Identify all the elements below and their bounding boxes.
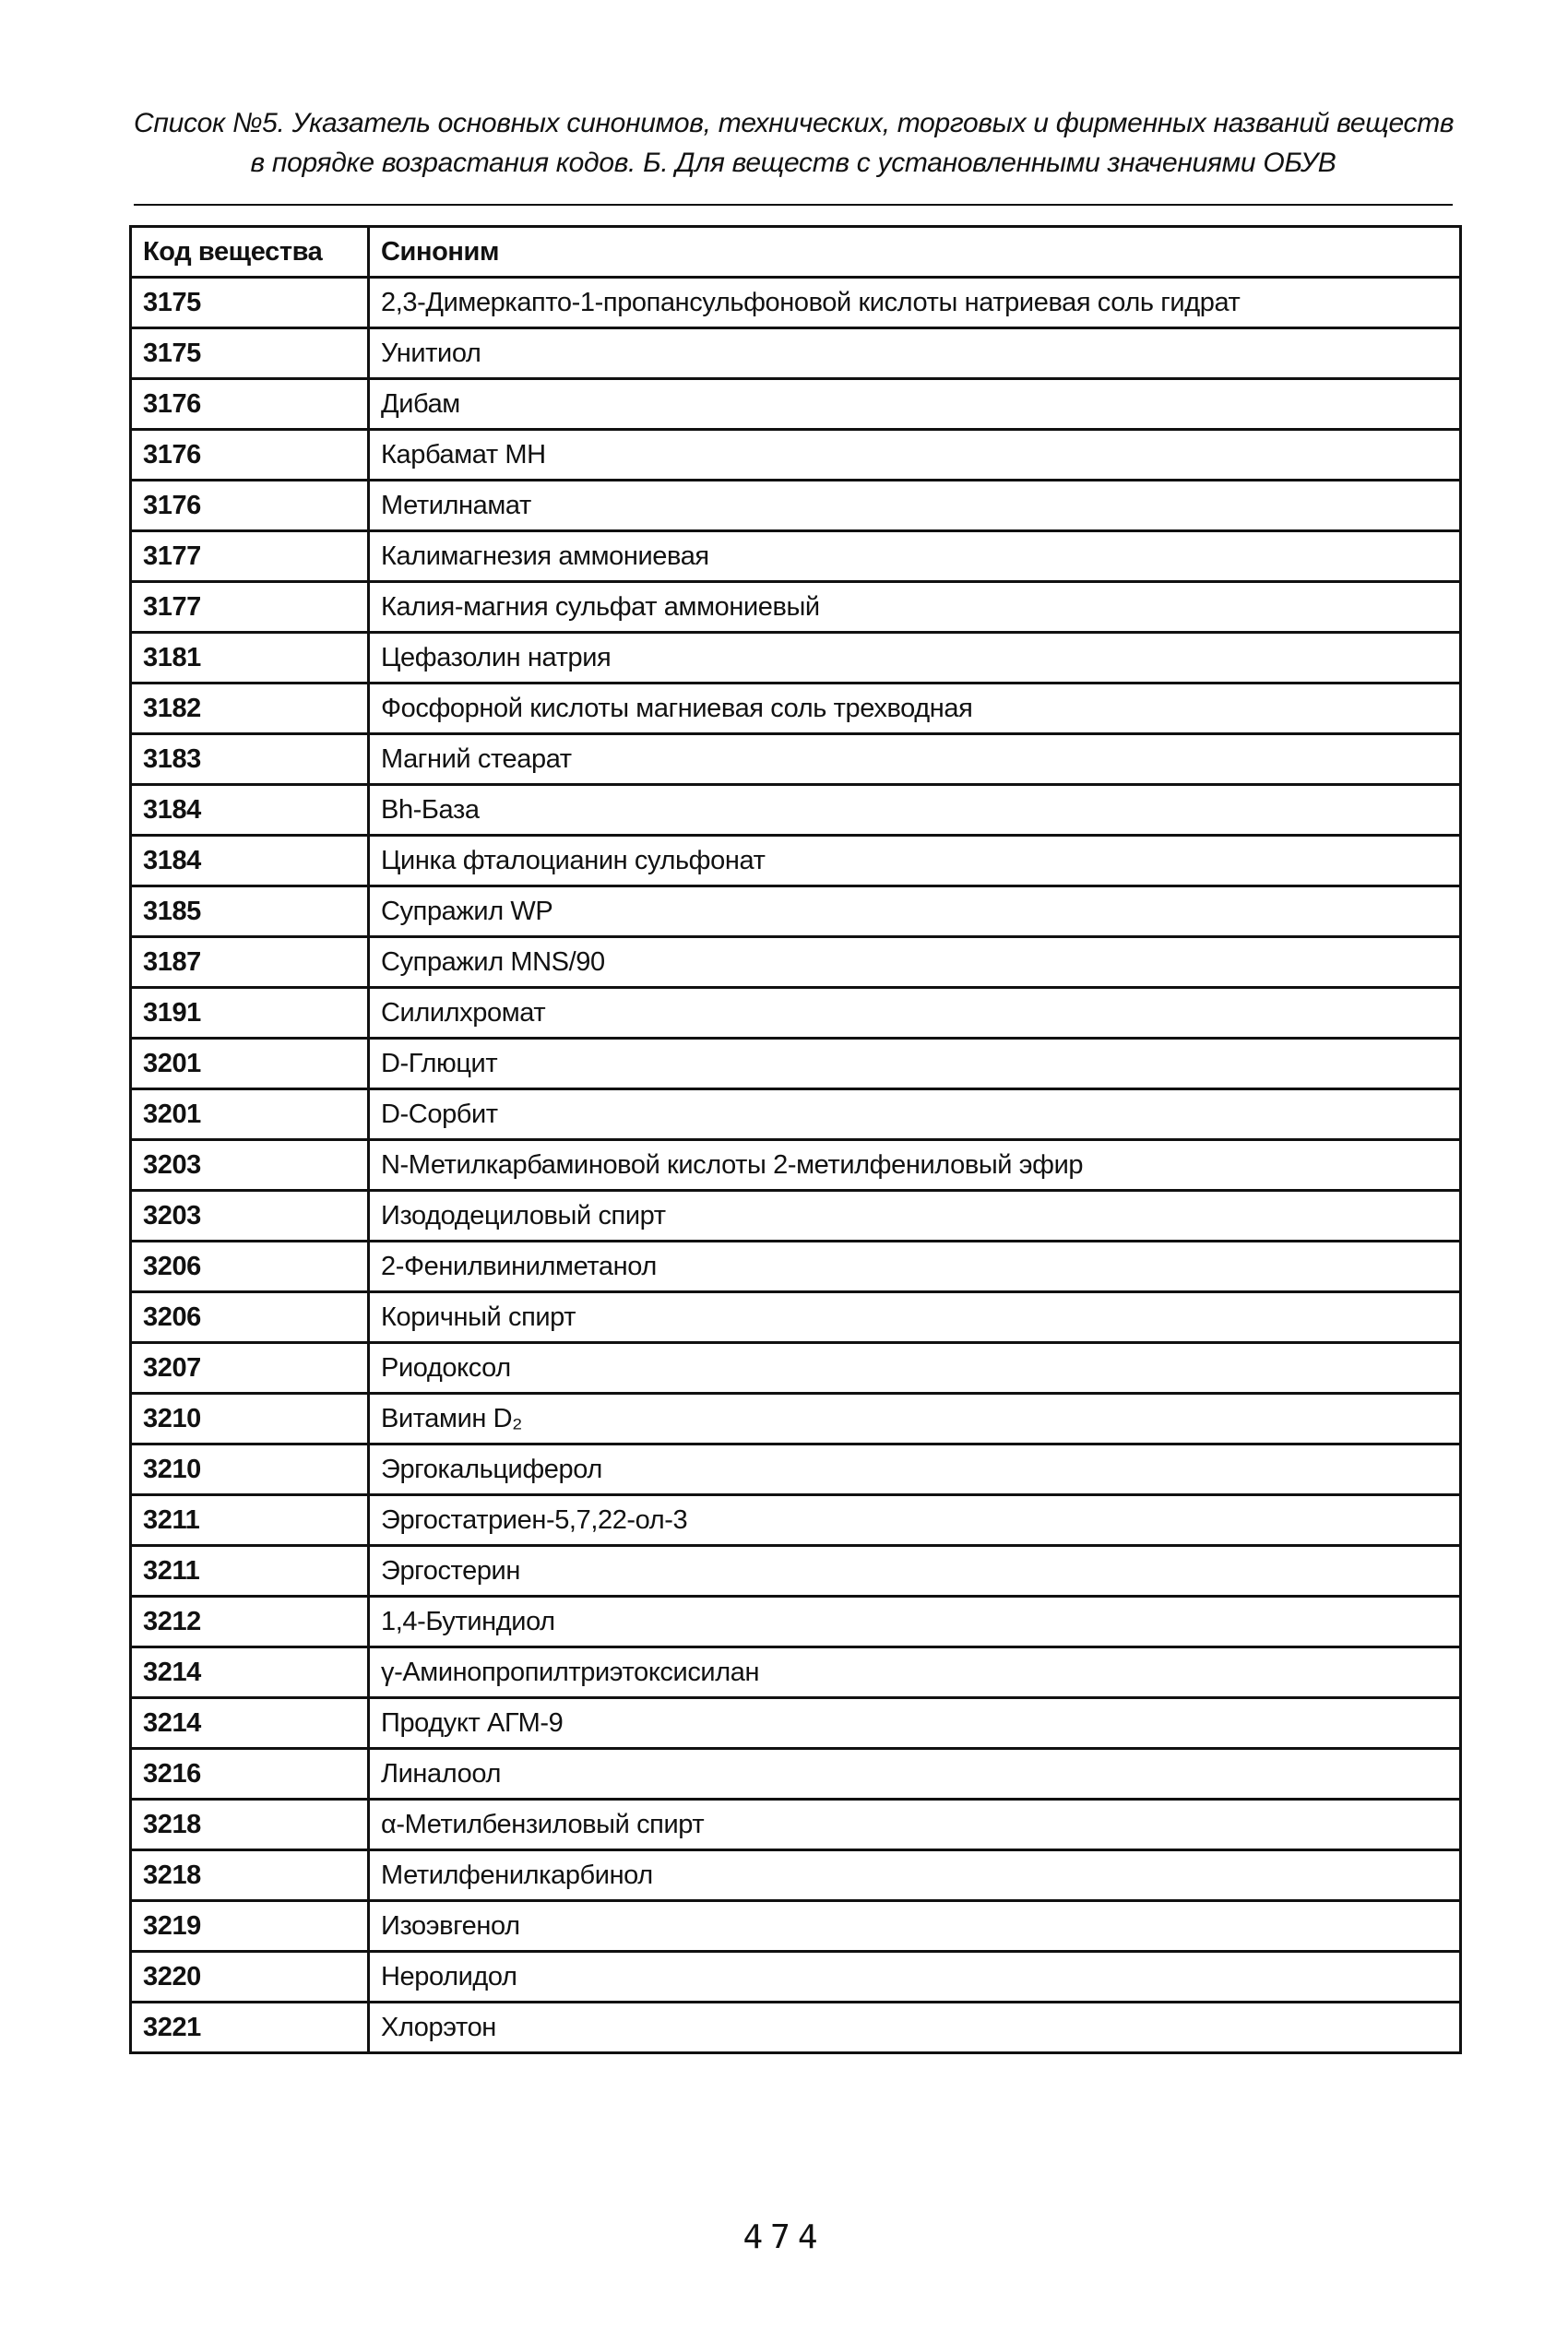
header-divider [134,204,1453,206]
table-row [131,633,1461,684]
substance-code-cell: 3176 [131,430,369,481]
synonym-cell: Супражил MNS/90 [369,937,1461,988]
table-row [131,785,1461,836]
substance-code-cell: 3212 [131,1597,369,1647]
substance-code-cell: 3218 [131,1850,369,1901]
substance-code-cell: 3201 [131,1039,369,1089]
synonym-cell: Эргостатриен-5,7,22-ол-3 [369,1495,1461,1546]
column-header-synonym: Синоним [369,227,1461,278]
table-header-row [131,227,1461,278]
synonym-cell: Изододециловый спирт [369,1191,1461,1242]
table-row [131,481,1461,531]
synonym-cell: Метилнамат [369,481,1461,531]
synonym-cell: D-Сорбит [369,1089,1461,1140]
table-body [131,278,1461,2053]
table-row [131,1495,1461,1546]
synonym-cell: Эргостерин [369,1546,1461,1597]
substance-code-cell: 3183 [131,734,369,785]
substance-code-cell: 3175 [131,328,369,379]
substance-code-cell: 3221 [131,2003,369,2053]
table-row [131,1394,1461,1444]
substance-code-cell: 3219 [131,1901,369,1952]
synonym-cell: 2-Фенилвинилметанол [369,1242,1461,1292]
table-row [131,1597,1461,1647]
header-line-2: в порядке возрастания кодов. Б. Для веществ с установленными значениями ОБУВ [250,148,1336,178]
table-row [131,1292,1461,1343]
synonym-cell: Метилфенилкарбинол [369,1850,1461,1901]
substance-code-cell: 3203 [131,1191,369,1242]
table-row [131,1546,1461,1597]
substance-code-cell: 3184 [131,785,369,836]
substance-code-cell: 3185 [131,886,369,937]
synonym-cell: Риодоксол [369,1343,1461,1394]
synonym-cell: Супражил WP [369,886,1461,937]
synonym-cell: Хлорэтон [369,2003,1461,2053]
table-row [131,684,1461,734]
table-row [131,937,1461,988]
substance-code-cell: 3206 [131,1292,369,1343]
synonym-cell: Цефазолин натрия [369,633,1461,684]
synonym-cell: D-Глюцит [369,1039,1461,1089]
substance-code-cell: 3182 [131,684,369,734]
table-row [131,278,1461,328]
substance-code-cell: 3216 [131,1749,369,1800]
table-row [131,2003,1461,2053]
table-row [131,886,1461,937]
substance-code-cell: 3201 [131,1089,369,1140]
table-row [131,1901,1461,1952]
synonyms-table [129,225,1462,2054]
table-row [131,379,1461,430]
table-row [131,430,1461,481]
synonym-cell: Калия-магния сульфат аммониевый [369,582,1461,633]
table-row [131,1800,1461,1850]
synonym-cell: N-Метилкарбаминовой кислоты 2-метилфениловый эфир [369,1140,1461,1191]
table-row [131,1952,1461,2003]
synonym-cell: Неролидол [369,1952,1461,2003]
synonym-cell: Магний стеарат [369,734,1461,785]
header-line-1: Список №5. Указатель основных синонимов, технических, торговых и фирменных названий веществ [134,108,1455,138]
table-row [131,582,1461,633]
page-header [134,103,1453,183]
table-row [131,1343,1461,1394]
substance-code-cell: 3203 [131,1140,369,1191]
synonym-cell: γ-Аминопропилтриэтоксисилан [369,1647,1461,1698]
synonym-cell: Унитиол [369,328,1461,379]
substance-code-cell: 3210 [131,1394,369,1444]
synonym-cell: α-Метилбензиловый спирт [369,1800,1461,1850]
substance-code-cell: 3211 [131,1495,369,1546]
table-row [131,988,1461,1039]
table-row [131,1698,1461,1749]
substance-code-cell: 3176 [131,481,369,531]
substance-code-cell: 3214 [131,1647,369,1698]
synonym-cell: Bh-База [369,785,1461,836]
table-row [131,1647,1461,1698]
page-number: 474 [742,2218,826,2256]
substance-code-cell: 3211 [131,1546,369,1597]
synonym-cell: Дибам [369,379,1461,430]
synonym-cell: Линалоол [369,1749,1461,1800]
table-row [131,328,1461,379]
substance-code-cell: 3187 [131,937,369,988]
synonym-cell: 2,3-Димеркапто-1-пропансульфоновой кислоты натриевая соль гидрат [369,278,1461,328]
table-row [131,734,1461,785]
substance-code-cell: 3177 [131,582,369,633]
table-row [131,1242,1461,1292]
table-row [131,1140,1461,1191]
substance-code-cell: 3214 [131,1698,369,1749]
substance-code-cell: 3218 [131,1800,369,1850]
table-row [131,1749,1461,1800]
substance-code-cell: 3177 [131,531,369,582]
synonym-cell: Фосфорной кислоты магниевая соль трехводная [369,684,1461,734]
synonym-cell: Калимагнезия аммониевая [369,531,1461,582]
synonym-cell: Эргокальциферол [369,1444,1461,1495]
substance-code-cell: 3176 [131,379,369,430]
table-row [131,836,1461,886]
synonym-cell: Витамин D₂ [369,1394,1461,1444]
synonym-cell: Силилхромат [369,988,1461,1039]
synonym-cell: Цинка фталоцианин сульфонат [369,836,1461,886]
table-row [131,1850,1461,1901]
synonym-cell: Карбамат МН [369,430,1461,481]
table-row [131,1089,1461,1140]
synonym-cell: Продукт АГМ-9 [369,1698,1461,1749]
synonym-cell: Коричный спирт [369,1292,1461,1343]
substance-code-cell: 3175 [131,278,369,328]
substance-code-cell: 3181 [131,633,369,684]
substance-code-cell: 3191 [131,988,369,1039]
substance-code-cell: 3184 [131,836,369,886]
table-row [131,1191,1461,1242]
substance-code-cell: 3220 [131,1952,369,2003]
substance-code-cell: 3210 [131,1444,369,1495]
column-header-code: Код вещества [131,227,369,278]
substance-code-cell: 3207 [131,1343,369,1394]
synonym-cell: Изоэвгенол [369,1901,1461,1952]
table-row [131,1039,1461,1089]
table-row [131,531,1461,582]
substance-code-cell: 3206 [131,1242,369,1292]
table-row [131,1444,1461,1495]
synonym-cell: 1,4-Бутиндиол [369,1597,1461,1647]
